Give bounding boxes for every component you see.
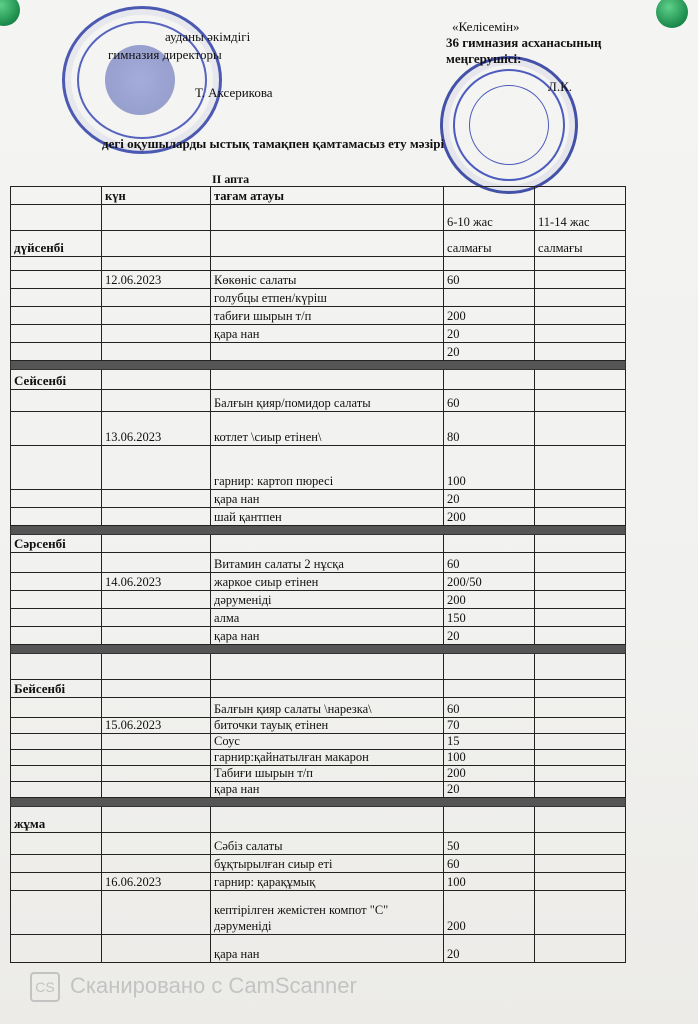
table-row xyxy=(11,307,626,325)
column-header-dish: тағам атауы xyxy=(211,187,444,205)
table-cell xyxy=(535,257,626,271)
header-right-line1: «Келісемін» xyxy=(452,19,520,34)
portion-header: салмағы xyxy=(535,231,626,257)
table-cell xyxy=(102,654,211,680)
table-cell xyxy=(11,325,102,343)
header-left-line1: ауданы әкімдігі xyxy=(165,29,251,44)
table-cell xyxy=(102,750,211,766)
portion-11-14 xyxy=(535,734,626,750)
document-title: дегі оқушыларды ыстық тамақпен қамтамасыз ету мәзірі xyxy=(102,136,445,151)
portion-11-14 xyxy=(535,289,626,307)
portion-11-14 xyxy=(535,412,626,446)
table-cell xyxy=(11,734,102,750)
table-cell xyxy=(102,766,211,782)
dish-name: Балғын қияр салаты \нарезка\ xyxy=(211,698,444,718)
table-cell xyxy=(11,343,102,361)
day-name: Сейсенбі xyxy=(11,370,102,390)
portion-11-14 xyxy=(535,508,626,526)
table-cell xyxy=(11,205,102,231)
table-cell xyxy=(11,718,102,734)
table-row xyxy=(11,734,626,750)
portion-11-14 xyxy=(535,307,626,325)
portion-11-14 xyxy=(535,833,626,855)
table-row xyxy=(11,289,626,307)
table-cell xyxy=(102,446,211,490)
menu-table xyxy=(10,186,626,963)
table-cell xyxy=(11,412,102,446)
week-label: II апта xyxy=(212,172,250,186)
portion-6-10: 20 xyxy=(444,782,535,798)
dish-name: алма xyxy=(211,609,444,627)
portion-6-10: 70 xyxy=(444,718,535,734)
dish-name: шай қантпен xyxy=(211,508,444,526)
portion-11-14 xyxy=(535,490,626,508)
table-cell xyxy=(102,390,211,412)
table-cell xyxy=(102,734,211,750)
camscanner-watermark xyxy=(30,972,357,1002)
separator-row xyxy=(11,526,626,535)
table-row xyxy=(11,508,626,526)
separator-row xyxy=(11,645,626,654)
table-cell xyxy=(102,855,211,873)
table-cell xyxy=(11,490,102,508)
table-row xyxy=(11,750,626,766)
table-cell xyxy=(102,343,211,361)
dish-name: гарнир:қайнатылған макарон xyxy=(211,750,444,766)
dish-name: жаркое сиыр етінен xyxy=(211,573,444,591)
dish-name: қара нан xyxy=(211,325,444,343)
table-cell xyxy=(211,535,444,553)
table-cell xyxy=(102,627,211,645)
dish-name: Көкөніс салаты xyxy=(211,271,444,289)
table-cell xyxy=(102,325,211,343)
table-cell xyxy=(11,833,102,855)
table-cell xyxy=(211,807,444,833)
portion-6-10: 200 xyxy=(444,508,535,526)
table-cell xyxy=(11,782,102,798)
table-cell xyxy=(11,873,102,891)
table-cell xyxy=(535,807,626,833)
table-cell xyxy=(11,654,102,680)
table-cell xyxy=(102,833,211,855)
table-cell xyxy=(102,257,211,271)
portion-header: салмағы xyxy=(444,231,535,257)
table-cell xyxy=(102,490,211,508)
age-group-11-14: 11-14 жас xyxy=(535,205,626,231)
table-cell xyxy=(444,187,535,205)
official-seal-right xyxy=(440,56,578,194)
dish-name: дәруменіді xyxy=(211,591,444,609)
table-row xyxy=(11,833,626,855)
dish-name: бұқтырылған сиыр еті xyxy=(211,855,444,873)
table-row xyxy=(11,271,626,289)
portion-6-10: 200/50 xyxy=(444,573,535,591)
table-row xyxy=(11,680,626,698)
table-row xyxy=(11,573,626,591)
dish-name: Табиғи шырын т/п xyxy=(211,766,444,782)
day-name: Сәрсенбі xyxy=(11,535,102,553)
table-row xyxy=(11,591,626,609)
day-name: Бейсенбі xyxy=(11,680,102,698)
watermark-text: Сканировано с CamScanner xyxy=(70,972,357,998)
table-cell xyxy=(211,370,444,390)
table-cell xyxy=(11,307,102,325)
dish-name: табиғи шырын т/п xyxy=(211,307,444,325)
table-header-row xyxy=(11,187,626,205)
day-date: 12.06.2023 xyxy=(102,271,211,289)
table-row xyxy=(11,855,626,873)
portion-6-10: 20 xyxy=(444,627,535,645)
table-cell xyxy=(11,750,102,766)
table-cell xyxy=(102,609,211,627)
portion-11-14 xyxy=(535,609,626,627)
separator-row xyxy=(11,798,626,807)
table-cell xyxy=(11,271,102,289)
table-cell xyxy=(211,257,444,271)
portion-6-10 xyxy=(444,289,535,307)
table-row xyxy=(11,654,626,680)
table-row xyxy=(11,412,626,446)
day-name: жұма xyxy=(11,807,102,833)
table-row xyxy=(11,627,626,645)
portion-6-10: 15 xyxy=(444,734,535,750)
table-row xyxy=(11,718,626,734)
portion-6-10: 60 xyxy=(444,271,535,289)
table-cell xyxy=(102,891,211,935)
table-row xyxy=(11,782,626,798)
green-pin-icon xyxy=(0,0,20,26)
portion-11-14 xyxy=(535,782,626,798)
table-cell xyxy=(211,680,444,698)
dish-name: қара нан xyxy=(211,490,444,508)
table-cell xyxy=(102,307,211,325)
header-right-line4: Л.К. xyxy=(548,79,572,94)
table-row xyxy=(11,490,626,508)
day-date: 15.06.2023 xyxy=(102,718,211,734)
table-cell xyxy=(211,654,444,680)
portion-11-14 xyxy=(535,873,626,891)
table-cell xyxy=(11,627,102,645)
portion-6-10: 200 xyxy=(444,307,535,325)
table-cell xyxy=(102,370,211,390)
portion-11-14 xyxy=(535,891,626,935)
table-row xyxy=(11,205,626,231)
separator-bar xyxy=(11,361,626,370)
table-row xyxy=(11,231,626,257)
dish-name: Витамин салаты 2 нұсқа xyxy=(211,553,444,573)
table-cell xyxy=(11,935,102,963)
dish-name xyxy=(211,343,444,361)
table-cell xyxy=(211,231,444,257)
table-cell xyxy=(102,231,211,257)
table-cell xyxy=(444,257,535,271)
table-cell xyxy=(102,591,211,609)
separator-bar xyxy=(11,645,626,654)
portion-6-10: 60 xyxy=(444,698,535,718)
column-header-day: күн xyxy=(102,187,211,205)
day-date: 16.06.2023 xyxy=(102,873,211,891)
portion-11-14 xyxy=(535,591,626,609)
age-group-6-10: 6-10 жас xyxy=(444,205,535,231)
table-row xyxy=(11,257,626,271)
table-row xyxy=(11,935,626,963)
separator-row xyxy=(11,361,626,370)
table-cell xyxy=(102,508,211,526)
table-cell xyxy=(11,591,102,609)
dish-name: қара нан xyxy=(211,627,444,645)
table-row xyxy=(11,535,626,553)
camscanner-logo-icon: CS xyxy=(30,972,60,1002)
portion-11-14 xyxy=(535,343,626,361)
table-cell xyxy=(102,205,211,231)
dish-name: Балғын қияр/помидор салаты xyxy=(211,390,444,412)
table-cell xyxy=(535,680,626,698)
table-cell xyxy=(11,609,102,627)
portion-6-10: 200 xyxy=(444,891,535,935)
table-row xyxy=(11,446,626,490)
day-name: дүйсенбі xyxy=(11,231,102,257)
table-row xyxy=(11,873,626,891)
table-cell xyxy=(535,654,626,680)
portion-11-14 xyxy=(535,390,626,412)
header-left-line2: гимназия директоры xyxy=(108,47,222,62)
table-cell xyxy=(211,205,444,231)
day-date: 14.06.2023 xyxy=(102,573,211,591)
table-row xyxy=(11,698,626,718)
portion-6-10: 80 xyxy=(444,412,535,446)
portion-11-14 xyxy=(535,935,626,963)
table-cell xyxy=(11,390,102,412)
table-cell xyxy=(535,187,626,205)
separator-bar xyxy=(11,798,626,807)
portion-6-10: 100 xyxy=(444,446,535,490)
table-cell xyxy=(11,855,102,873)
table-cell xyxy=(535,535,626,553)
portion-6-10: 200 xyxy=(444,766,535,782)
table-row xyxy=(11,766,626,782)
table-cell xyxy=(102,935,211,963)
day-date: 13.06.2023 xyxy=(102,412,211,446)
portion-11-14 xyxy=(535,325,626,343)
portion-6-10: 100 xyxy=(444,750,535,766)
table-row xyxy=(11,891,626,935)
table-cell xyxy=(444,654,535,680)
dish-name: кептірілген жемістен компот "С" дәруменіді xyxy=(211,891,444,935)
dish-name: қара нан xyxy=(211,935,444,963)
table-cell xyxy=(444,807,535,833)
table-cell xyxy=(11,766,102,782)
table-cell xyxy=(102,535,211,553)
portion-6-10: 150 xyxy=(444,609,535,627)
table-cell xyxy=(444,535,535,553)
dish-name: голубцы етпен/күріш xyxy=(211,289,444,307)
portion-6-10: 100 xyxy=(444,873,535,891)
portion-11-14 xyxy=(535,750,626,766)
portion-6-10: 200 xyxy=(444,591,535,609)
table-row xyxy=(11,609,626,627)
green-pin-icon xyxy=(656,0,688,28)
table-cell xyxy=(102,782,211,798)
table-cell xyxy=(11,573,102,591)
separator-bar xyxy=(11,526,626,535)
table-cell xyxy=(11,257,102,271)
table-row xyxy=(11,807,626,833)
table-cell xyxy=(102,289,211,307)
table-cell xyxy=(11,553,102,573)
table-cell xyxy=(11,446,102,490)
portion-6-10: 20 xyxy=(444,325,535,343)
portion-6-10: 20 xyxy=(444,935,535,963)
portion-11-14 xyxy=(535,573,626,591)
table-row xyxy=(11,390,626,412)
portion-6-10: 20 xyxy=(444,343,535,361)
table-cell xyxy=(444,370,535,390)
dish-name: гарнир: картоп пюресі xyxy=(211,446,444,490)
header-right-line2: 36 гимназия асханасының xyxy=(446,35,602,50)
portion-6-10: 60 xyxy=(444,553,535,573)
table-cell xyxy=(11,187,102,205)
portion-11-14 xyxy=(535,446,626,490)
dish-name: Сәбіз салаты xyxy=(211,833,444,855)
portion-6-10: 60 xyxy=(444,390,535,412)
portion-6-10: 60 xyxy=(444,855,535,873)
portion-11-14 xyxy=(535,855,626,873)
dish-name: Соус xyxy=(211,734,444,750)
table-cell xyxy=(11,508,102,526)
dish-name: гарнир: қарақұмық xyxy=(211,873,444,891)
portion-11-14 xyxy=(535,627,626,645)
header-left-line3: Т. Аксерикова xyxy=(195,85,273,100)
table-cell xyxy=(535,370,626,390)
table-cell xyxy=(102,698,211,718)
table-cell xyxy=(11,891,102,935)
header-right-line3: меңгерушісі: xyxy=(446,51,522,66)
table-row xyxy=(11,343,626,361)
portion-6-10: 20 xyxy=(444,490,535,508)
table-row xyxy=(11,325,626,343)
portion-11-14 xyxy=(535,271,626,289)
portion-11-14 xyxy=(535,698,626,718)
portion-11-14 xyxy=(535,553,626,573)
table-cell xyxy=(11,698,102,718)
dish-name: қара нан xyxy=(211,782,444,798)
portion-11-14 xyxy=(535,718,626,734)
table-row xyxy=(11,553,626,573)
table-cell xyxy=(102,680,211,698)
portion-11-14 xyxy=(535,766,626,782)
table-cell xyxy=(444,680,535,698)
table-cell xyxy=(11,289,102,307)
table-cell xyxy=(102,807,211,833)
dish-name: биточки тауық етінен xyxy=(211,718,444,734)
dish-name: котлет \сиыр етінен\ xyxy=(211,412,444,446)
portion-6-10: 50 xyxy=(444,833,535,855)
table-row xyxy=(11,370,626,390)
table-cell xyxy=(102,553,211,573)
